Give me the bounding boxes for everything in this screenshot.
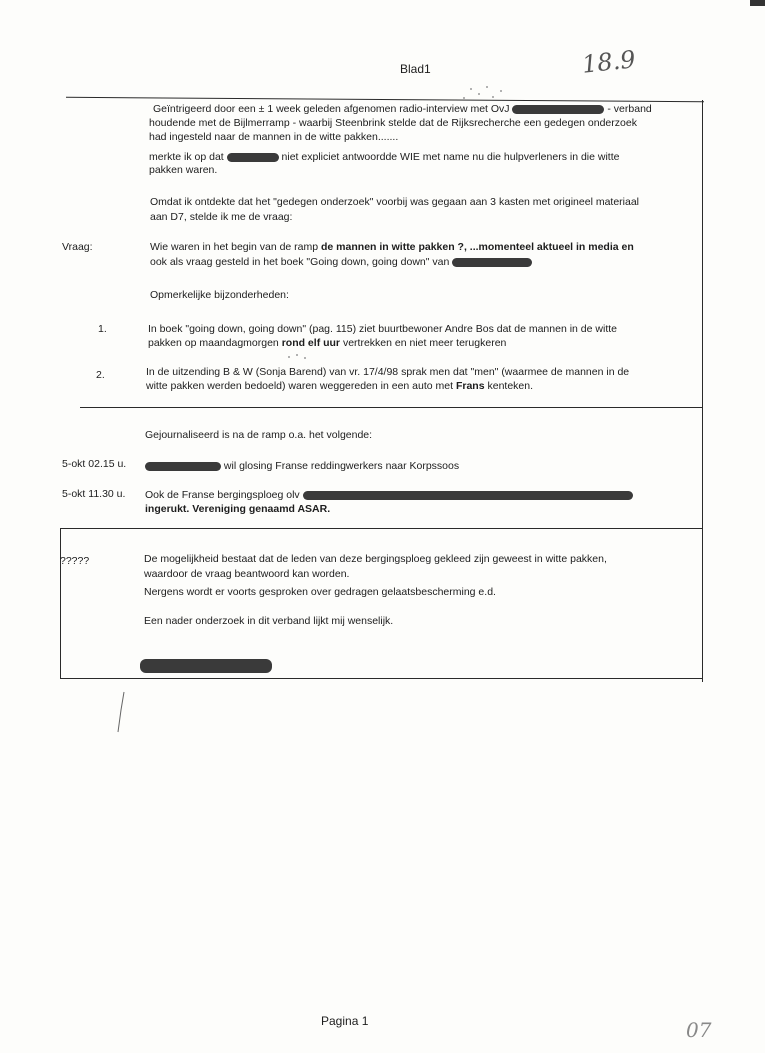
top-rule bbox=[66, 97, 704, 102]
remark-1-line-2-end: vertrekken en niet meer terugkeren bbox=[342, 337, 507, 349]
motivation-line-1: Omdat ik ontdekte dat het "gedegen onderzoek" voorbij was gegaan aan 3 kasten met origineel materiaal bbox=[150, 196, 640, 208]
remark-2-line-2: witte pakken werden bedoeld) waren weggereden in een auto met bbox=[146, 380, 454, 392]
conclusion-marker: ????? bbox=[60, 555, 90, 567]
journal-heading: Gejournaliseerd is na de ramp o.a. het volgende: bbox=[145, 429, 373, 441]
redaction-bar bbox=[145, 462, 221, 471]
intro-line-4: merkte ik op dat bbox=[149, 151, 224, 163]
pen-mark bbox=[112, 690, 132, 735]
corner-mark bbox=[750, 0, 765, 6]
remark-1-line-1: In boek "going down, going down" (pag. 115) ziet buurtbewoner Andre Bos dat de mannen in de witte bbox=[148, 323, 617, 335]
intro-line-1-end: - verband bbox=[607, 103, 652, 115]
conclusion-line-3: Nergens wordt er voorts gesproken over gedragen gelaatsbescherming e.d. bbox=[144, 586, 496, 598]
journal-entry-2-line-2: ingerukt. Vereniging genaamd ASAR. bbox=[145, 503, 331, 515]
signature-redaction bbox=[140, 659, 272, 673]
redaction-bar bbox=[452, 258, 532, 267]
remark-1-number: 1. bbox=[98, 323, 107, 335]
remark-1-line-2: pakken op maandagmorgen bbox=[148, 337, 279, 349]
bottom-rule bbox=[60, 678, 702, 679]
redaction-bar bbox=[227, 153, 279, 162]
page-stamp: 07 bbox=[686, 1018, 712, 1042]
section-divider-1 bbox=[80, 407, 702, 408]
question-line-1: Wie waren in het begin van de ramp bbox=[150, 241, 319, 253]
remark-2-emphasis: Frans bbox=[455, 380, 485, 392]
motivation-line-2: aan D7, stelde ik me de vraag: bbox=[150, 211, 293, 223]
journal-entry-2-date: 5-okt 11.30 u. bbox=[62, 488, 126, 500]
remark-2-line-2-end: kenteken. bbox=[487, 380, 534, 392]
conclusion-line-1: De mogelijkheid bestaat dat de leden van deze bergingsploeg gekleed zijn geweest in witte pakken, bbox=[144, 553, 607, 565]
question-label: Vraag: bbox=[62, 241, 93, 253]
journal-entry-1-text: wil glosing Franse reddingwerkers naar Korpssoos bbox=[223, 460, 460, 472]
intro-line-2: houdende met de Bijlmerramp - waarbij Steenbrink stelde dat de Rijksrecherche een gedegen onderzoek bbox=[149, 117, 637, 129]
redaction-bar bbox=[512, 105, 604, 114]
remark-2-number: 2. bbox=[96, 369, 105, 381]
intro-line-3: had ingesteld naar de mannen in de witte pakken....... bbox=[149, 131, 399, 143]
handwritten-reference: 18.9 bbox=[580, 45, 637, 79]
remark-1-emphasis: rond elf uur bbox=[281, 337, 341, 349]
conclusion-line-4: Een nader onderzoek in dit verband lijkt mij wenselijk. bbox=[144, 615, 394, 627]
question-continuation: , ...momenteel aktueel in media en bbox=[463, 241, 634, 253]
remarks-heading: Opmerkelijke bijzonderheden: bbox=[150, 289, 289, 301]
conclusion-line-2: waardoor de vraag beantwoord kan worden. bbox=[144, 568, 350, 580]
section-divider-2 bbox=[60, 528, 702, 529]
left-border-bottom bbox=[60, 528, 61, 678]
intro-line-1: Geïntrigeerd door een ± 1 week geleden afgenomen radio-interview met OvJ bbox=[153, 103, 510, 115]
intro-line-4-end: niet expliciet antwoordde WIE met name nu die hulpverleners in die witte bbox=[281, 151, 620, 163]
sheet-title: Blad1 bbox=[400, 62, 431, 76]
question-line-2: ook als vraag gesteld in het boek "Going down, going down" van bbox=[150, 256, 450, 268]
journal-entry-1-date: 5-okt 02.15 u. bbox=[62, 458, 127, 470]
right-border bbox=[702, 100, 703, 682]
remark-2-line-1: In de uitzending B & W (Sonja Barend) van vr. 17/4/98 sprak men dat "men" (waarmee de mannen in de bbox=[146, 366, 630, 378]
redaction-bar bbox=[303, 491, 633, 500]
intro-line-5: pakken waren. bbox=[149, 164, 218, 176]
page-number: Pagina 1 bbox=[321, 1014, 369, 1028]
journal-entry-2-text: Ook de Franse bergingsploeg olv bbox=[145, 489, 300, 501]
question-emphasis: de mannen in witte pakken ? bbox=[321, 241, 464, 253]
